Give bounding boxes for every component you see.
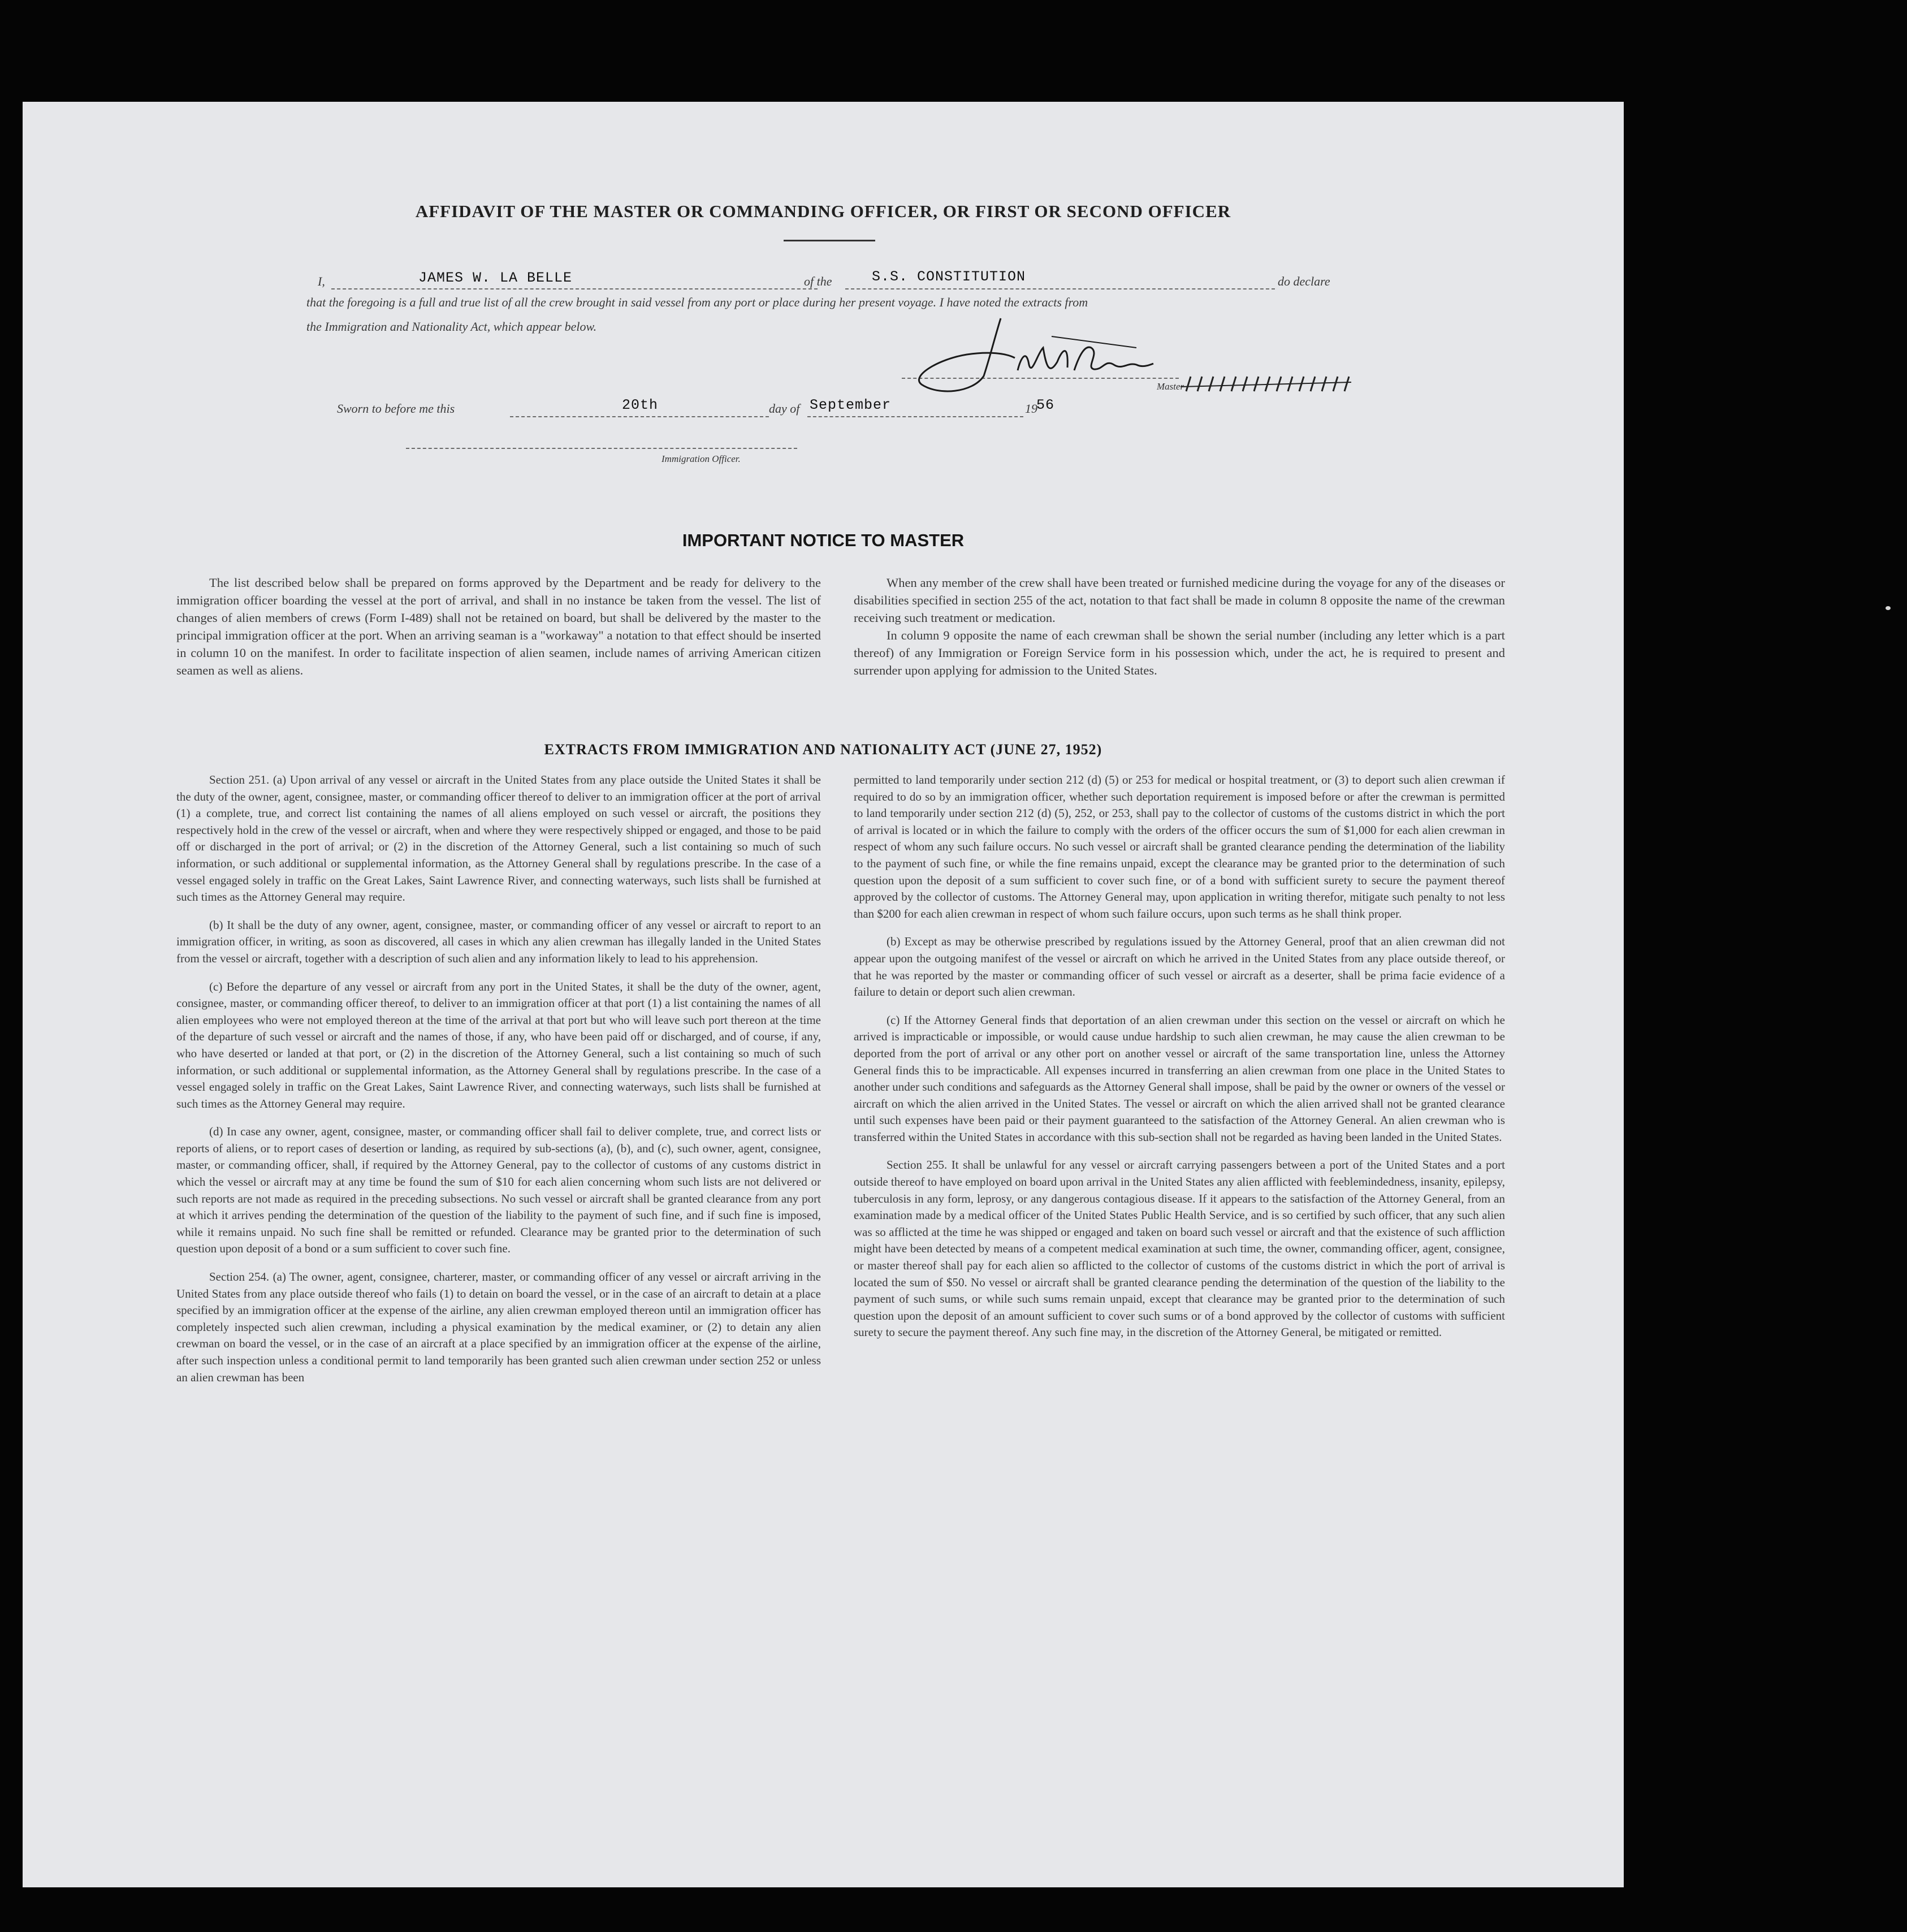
- sworn-month-field: September: [810, 397, 892, 413]
- day-line: [510, 416, 769, 417]
- statute-paragraph: permitted to land temporarily under section 212 (d) (5) or 253 for medical or hospital treatment, or (3) to deport such alien crewman if required to do so by an immigration officer, whether such deportation requirement is imposed before or after the crewman is permitted to land temporarily under section 212 (d) (5), 252, or 253, shall pay to the collector of customs of the customs district in which the port of arrival is located or in which the failure to comply with the orders of the officer occurs the sum of $1,000 for each alien crewman in respect of whom any such failure occurs. No such vessel or aircraft shall be granted clearance pending the determination of the liability to the payment of such fine, or while the fine remains unpaid, except the clearance may be granted prior to the determination of such question upon the deposit of a sum sufficient to cover such fine, or of a bond with sufficient surety to secure the payment thereof approved by the collector of customs. The Attorney General may, upon application in writing therefor, mitigate such penalty to not less than $200 for each alien crewman in respect of whom such failure occurs, upon such terms as he shall think proper.: [854, 773, 1505, 920]
- extracts-left-column: [176, 772, 821, 1397]
- sworn-label: Sworn to before me this: [337, 401, 455, 416]
- statute-paragraph: (b) Except as may be otherwise prescribed by regulations issued by the Attorney General, proof that an alien crewman did not appear upon the outgoing manifest of the vessel or aircraft on which he arrived in the United States from any place outside thereof, or that he was reported by the master or commanding officer of such vessel or aircraft as a deserter, shall be prima facie evidence of a failure to detain or deport such alien crewman.: [854, 935, 1505, 999]
- extracts-heading: EXTRACTS FROM IMMIGRATION AND NATIONALITY ACT (JUNE 27, 1952): [544, 741, 1102, 758]
- of-the-label: of the: [804, 274, 832, 288]
- affidavit-title: AFFIDAVIT OF THE MASTER OR COMMANDING OFFICER, OR FIRST OR SECOND OFFICER: [415, 201, 1231, 221]
- affidavit-page: [23, 102, 1624, 1887]
- master-label: Master: [1157, 381, 1184, 392]
- scan-speck: [1886, 606, 1891, 610]
- vessel-line: [845, 288, 1275, 289]
- statute-paragraph: (b) It shall be the duty of any owner, agent, consignee, master, or commanding officer of any vessel or aircraft to report to an immigration officer, in writing, as soon as discovered, all cases in which any alien crewman has illegally landed in the United States from the vessel or aircraft, together with a description of such alien and any information likely to lead to his apprehension.: [176, 918, 821, 965]
- notice-left-column: [176, 574, 821, 679]
- immigration-officer-label: Immigration Officer.: [661, 453, 741, 464]
- master-name-field: JAMES W. LA BELLE: [418, 270, 573, 286]
- notice-paragraph: The list described below shall be prepared on forms approved by the Department and be ready for delivery to the immigration officer boarding the vessel at the port of arrival, and shall in no instance be taken from the vessel. The list of changes of alien members of crews (Form I-489) shall not be retained on board, but shall be delivered by the master to the principal immigration officer at the port. When an arriving seaman is a "workaway" a notation to that effect should be inserted in column 10 on the manifest. In order to facilitate inspection of alien seamen, include names of arriving American citizen seamen as well as aliens.: [176, 576, 821, 677]
- notice-paragraph: When any member of the crew shall have been treated or furnished medicine during the voyage for any of the diseases or disabilities specified in section 255 of the act, notation to that fact shall be made in column 8 opposite the name of the crewman receiving such treatment or medication.: [854, 576, 1505, 625]
- title-divider: [784, 240, 875, 241]
- notice-right-column: [854, 574, 1505, 679]
- statute-paragraph: (c) Before the departure of any vessel or aircraft from any port in the United States, it shall be the duty of the owner, agent, consignee, master, or commanding officer thereof, to deliver to an immigration officer at that port (1) a list containing the names of all alien employees who were not employed thereon at the time of the arrival at that port but who will leave such port thereon at the time of the departure of such vessel or aircraft and the names of those, if any, who have been paid off or discharged, and of course, if any, who have deserted or landed at that port, or (2) in the discretion of the Attorney General, such a list containing so much of such information, or such additional or supplemental information, as the Attorney General shall by regulations prescribe. In the case of a vessel engaged solely in traffic on the Great Lakes, Saint Lawrence River, and connecting waterways, such lists shall be furnished at such times as the Attorney General may require.: [176, 979, 821, 1110]
- sworn-day-field: 20th: [622, 397, 659, 413]
- statute-paragraph: Section 255. It shall be unlawful for any vessel or aircraft carrying passengers between a port of the United States and a port outside thereof to have employed on board upon arrival in the United States any alien afflicted with feeblemindedness, insanity, epilepsy, tuberculosis in any form, leprosy, or any dangerous contagious disease. If it appears to the satisfaction of the Attorney General, from an examination made by a medical officer of the United States Public Health Service, and is so certified by such officer, that any such alien was so afflicted at the time he was shipped or engaged and taken on board such vessel or aircraft and that the existence of such affliction might have been detected by means of a competent medical examination at such time, the owner, commanding officer, agent, consignee, or master thereof shall pay for each alien so afflicted to the collector of customs of the customs district in which the port of arrival is located the sum of $50. No vessel or aircraft shall be granted clearance pending the determination of the question of the liability to the payment of such sums, or while such sums remain unpaid, except that clearance may be granted prior to the determination of such question upon the deposit of an amount sufficient to cover such sums or of a bond approved by the collector of customs with sufficient surety to secure the payment thereof. Any such fine may, in the discretion of the Attorney General, be mitigated or remitted.: [854, 1158, 1505, 1339]
- statute-paragraph: Section 251. (a) Upon arrival of any vessel or aircraft in the United States from any place outside the United States it shall be the duty of the owner, agent, consignee, master, or commanding officer thereof to deliver to an immigration officer at the port of arrival (1) a complete, true, and correct list containing the names of all aliens employed on such vessel or aircraft, the positions they respectively hold in the crew of the vessel or aircraft, when and where they were respectively shipped or engaged, and those to be paid off or discharged in the port of arrival; or (2) in the discretion of the Attorney General, such a list containing so much of such information, or such additional or supplemental information, as the Attorney General shall by regulations prescribe. In the case of a vessel engaged solely in traffic on the Great Lakes, Saint Lawrence River, and connecting waterways, such lists shall be furnished at such times as the Attorney General may require.: [176, 773, 821, 904]
- day-of-label: day of: [769, 401, 800, 416]
- struck-title-marks: [1180, 374, 1356, 394]
- i-label: I,: [318, 274, 325, 288]
- officer-signature-line: [406, 448, 797, 449]
- vessel-name-field: S.S. CONSTITUTION: [872, 269, 1026, 285]
- month-line: [807, 416, 1023, 417]
- notice-heading: IMPORTANT NOTICE TO MASTER: [682, 530, 965, 550]
- do-declare-label: do declare: [1278, 274, 1330, 288]
- name-line: [331, 288, 818, 289]
- year-prefix: 19: [1025, 401, 1037, 416]
- statute-paragraph: (c) If the Attorney General finds that deportation of an alien crewman under this section on the vessel or aircraft on which he arrived is impracticable or impossible, or would cause undue hardship to such alien crewman, he may cause the alien crewman to be deported from the port of arrival or any other port on another vessel or aircraft of the same transportation line, unless the Attorney General finds this to be impracticable. All expenses incurred in transferring an alien crewman from one place in the United States to another under such conditions and safeguards as the Attorney General shall impose, shall be paid by the owner or owners of the vessel or aircraft on which the alien arrived in the United States. The vessel or aircraft on which the alien arrived shall not be granted clearance until such expenses have been paid or their payment guaranteed to the satisfaction of the Attorney General. An alien crewman who is transferred within the United States in accordance with this sub-section shall not be regarded as having been landed in the United States.: [854, 1013, 1505, 1144]
- extracts-right-column: [854, 772, 1505, 1352]
- statute-paragraph: (d) In case any owner, agent, consignee, master, or commanding officer shall fail to deliver complete, true, and correct lists or reports of aliens, or to report cases of desertion or landing, as required by sub-sections (a), (b), and (c), such owner, agent, consignee, master, or commanding officer, shall, if required by the Attorney General, pay to the collector of customs of any customs district in which the vessel or aircraft may at any time be found the sum of $10 for each alien concerning whom such lists are not delivered or such reports are not made as required in the preceding subsections. No such vessel or aircraft shall be granted clearance from any port at which it arrives pending the determination of the question of the liability to the payment of such fine, and if such fine is imposed, while it remains unpaid. No such fine shall be remitted or refunded. Clearance may be granted prior to the determination of such question upon deposit of a bond or a sum sufficient to cover such fine.: [176, 1125, 821, 1256]
- notice-paragraph: In column 9 opposite the name of each crewman shall be shown the serial number (including any letter which is a part thereof) of any Immigration or Foreign Service form in his possession which, under the act, he is required to present and surrender upon applying for admission to the United States.: [854, 628, 1505, 677]
- declaration-line-1: that the foregoing is a full and true list of all the crew brought in said vessel from any port or place during her present voyage. I have noted the extracts from: [306, 295, 1088, 309]
- sworn-year-field: 56: [1036, 397, 1055, 413]
- declaration-line-2: the Immigration and Nationality Act, which appear below.: [306, 319, 597, 334]
- statute-paragraph: Section 254. (a) The owner, agent, consignee, charterer, master, or commanding officer of any vessel or aircraft arriving in the United States from any place outside thereof who fails (1) to detain on board the vessel, or in the case of an aircraft to detain at a place specified by an immigration officer at the expense of the airline, any alien crewman employed thereon until an immigration officer has completely inspected such alien crewman, including a physical examination by the medical examiner, or (2) to detain any alien crewman on board the vessel, or in the case of an aircraft at a place specified by an immigration officer at the expense of the airline, after such inspection unless a conditional permit to land temporarily has been granted such alien crewman under section 252 or unless an alien crewman has been: [176, 1270, 821, 1384]
